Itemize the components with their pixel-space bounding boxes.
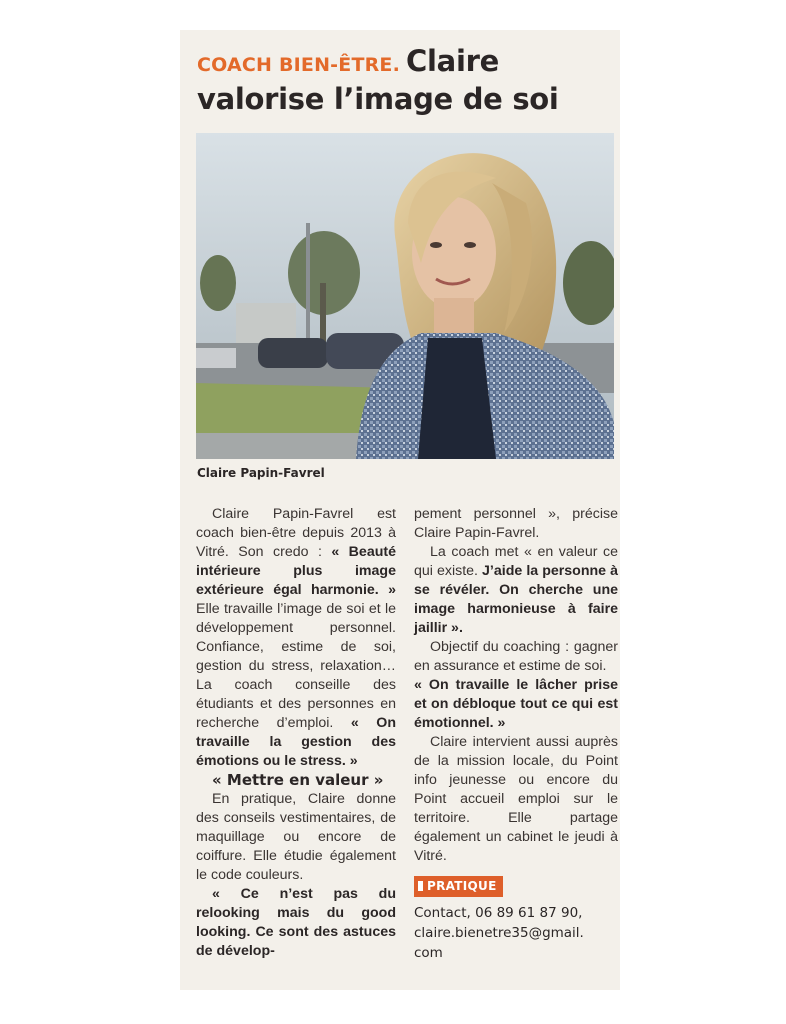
square-bullet-icon xyxy=(418,881,423,891)
paragraph-pratique: En pratique, Claire donne des conseils vestimentaires, de maquillage ou encore de coiffure. Elle étudie également le code couleurs. xyxy=(196,791,396,883)
article-photo xyxy=(196,133,614,459)
quote-good-looking: « Ce n’est pas du relooking mais du good looking. Ce sont des astuces de dévelop- xyxy=(196,886,396,959)
article-headline xyxy=(197,44,617,116)
contact-info xyxy=(414,903,618,963)
quote-credo: « Beauté intérieure plus image extérieure égal harmonie. » xyxy=(196,544,396,598)
quote-lacher-prise: « On travaille le lâcher prise et on débloque tout ce qui est émotionnel. » xyxy=(414,677,618,731)
paragraph-objectif: Objectif du coaching : gagner en assurance et estime de soi. xyxy=(414,639,618,674)
headline-line-2: valorise l’image de soi xyxy=(197,82,559,116)
headline-line-1: Claire xyxy=(406,44,499,78)
photo-caption: Claire Papin-Favrel xyxy=(197,466,325,480)
paragraph-intro xyxy=(196,505,396,771)
paragraph-intervient: Claire intervient aussi auprès de la mission locale, du Point info jeunesse ou encore du Point accueil emploi sur le territoire. Elle partage également un cabinet le jeudi à Vitré. xyxy=(414,734,618,864)
paragraph-continued: pement personnel », précise Claire Papin-Favrel. xyxy=(414,506,618,541)
article-column-right xyxy=(414,505,618,963)
section-subhead: « Mettre en valeur » xyxy=(212,771,384,789)
portrait-photo-illustration xyxy=(196,133,614,459)
text-run: Claire Papin-Favrel est coach bien-être depuis 2013 à Vitré. Son credo : xyxy=(196,506,396,560)
contact-phone: Contact, 06 89 61 87 90, xyxy=(414,905,583,921)
pratique-label: PRATIQUE xyxy=(427,879,497,893)
contact-email-end: com xyxy=(414,945,443,961)
article-column-left xyxy=(196,505,396,961)
article-kicker: COACH BIEN-ÊTRE. xyxy=(197,54,401,76)
text-run: La coach met « en valeur ce qui existe. xyxy=(414,544,618,579)
paragraph-valeur xyxy=(414,543,618,638)
contact-email: claire.bienetre35@gmail. xyxy=(414,925,584,941)
text-run: Elle travaille l’image de soi et le développement personnel. Confiance, estime de soi, gestion du stress, relaxation… La coach conseille des étudiants et des personnes en recherche d’emploi. xyxy=(196,601,396,731)
pratique-badge xyxy=(414,876,503,897)
quote-reveler: J’aide la personne à se révéler. On cherche une image harmonieuse à faire jaillir ». xyxy=(414,563,618,636)
quote-emotions: « On travaille la gestion des émotions ou le stress. » xyxy=(196,715,396,769)
